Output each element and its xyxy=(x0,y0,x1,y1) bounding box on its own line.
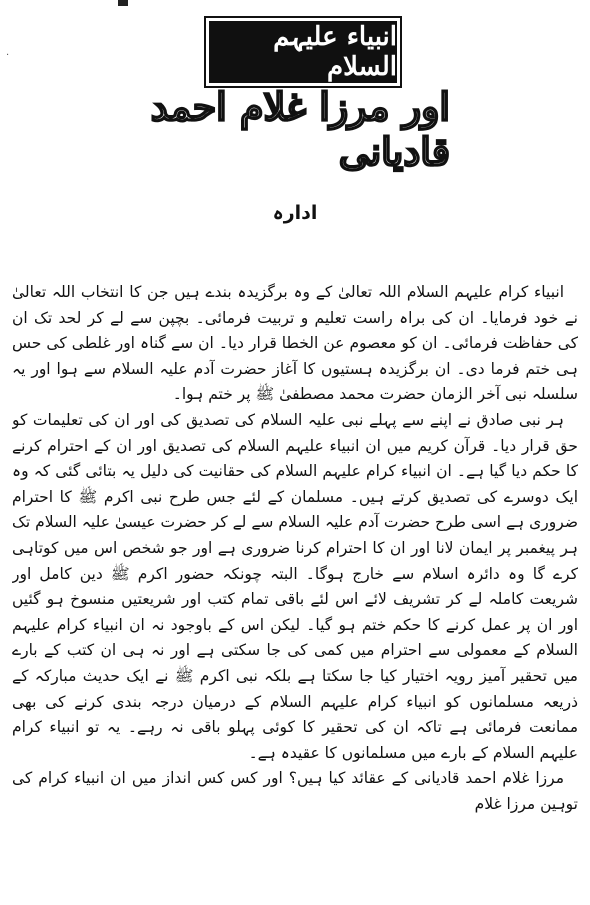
paragraph: مرزا غلام احمد قادیانی کے عقائد کیا ہیں؟ اور کس کس انداز میں ان انبیاء کرام کی توہین مرزا غلام xyxy=(12,769,578,813)
article-author: ادارہ xyxy=(272,202,318,224)
article-body xyxy=(12,280,578,895)
margin-speck: · xyxy=(6,50,10,61)
page-top-mark xyxy=(118,0,128,6)
paragraph: انبیاء کرام علیہم السلام اللہ تعالیٰ کے وہ برگزیدہ بندے ہیں جن کا انتخاب اللہ تعالیٰ نے خود فرمایا۔ ان کی براہ راست تعلیم و تربیت فرمائی۔ بچپن سے لے کر لحد تک ان کی حفاظت فرمائی۔ ان کو معصوم عن الخطا قرار دیا۔ ان سے گناہ اور غلطی کی حس ہی ختم فرما دی۔ ان برگزیدہ ہستیوں کا آغاز حضرت آدم علیہ السلام سے ہوا اور یہ سلسلہ نبی آخر الزمان حضرت محمد مصطفیٰ ﷺ پر ختم ہوا۔ xyxy=(12,283,578,404)
title-banner xyxy=(204,16,402,88)
paragraph: ہر نبی صادق نے اپنے سے پہلے نبی علیہ السلام کی تصدیق کی اور ان کی تعلیمات کو حق قرار دیا۔ قرآن کریم میں ان انبیاء علیہم السلام کی تصدیق اور ان کے احترام کرنے کا حکم دیا گیا ہے۔ ان انبیاء کرام علیہم السلام کی حقانیت کی دلیل یہ بتائی گئی کہ وہ ایک دوسرے کی تصدیق کرتے ہیں۔ مسلمان کے لئے جس طرح نبی اکرم ﷺ کا احترام ضروری ہے اسی طرح حضرت آدم علیہ السلام سے لے کر حضرت عیسیٰ علیہ السلام تک ہر پیغمبر پر ایمان لانا اور ان کا احترام کرنا ضروری ہے اور جو شخص اس میں کوتاہی کرے گا وہ دائرہ اسلام سے خارج ہوگا۔ البتہ چونکہ حضور اکرم ﷺ دین کامل اور شریعت کاملہ لے کر تشریف لائے اس لئے باقی تمام کتب اور شریعتیں منسوخ ہو گئیں اور ان پر عمل کرنے کا حکم ختم ہو گیا۔ لیکن اس کے باوجود نہ ان انبیاء کرام علیہم السلام کے معمولی سے احترام میں کمی کی جا سکتی ہے اور نہ ہی ان کتب کے بارے میں تحقیر آمیز رویہ اختیار کیا جا سکتا ہے بلکہ نبی اکرم ﷺ نے ایک حدیث مبارکہ کے ذریعہ مسلمانوں کو انبیاء کرام علیہم السلام کے درمیان درجہ بندی کرنے کی بھی ممانعت فرمائی ہے تاکہ ان کی تحقیر کا کوئی پہلو باقی نہ رہے۔ یہ تو انبیاء کرام علیہم السلام کے بارے میں مسلمانوں کا عقیدہ ہے۔ xyxy=(12,410,578,762)
article-title: انبیاء علیہم السلام xyxy=(209,21,397,83)
article-subtitle: اور مرزا غلام احمد قادیانی xyxy=(150,84,450,174)
